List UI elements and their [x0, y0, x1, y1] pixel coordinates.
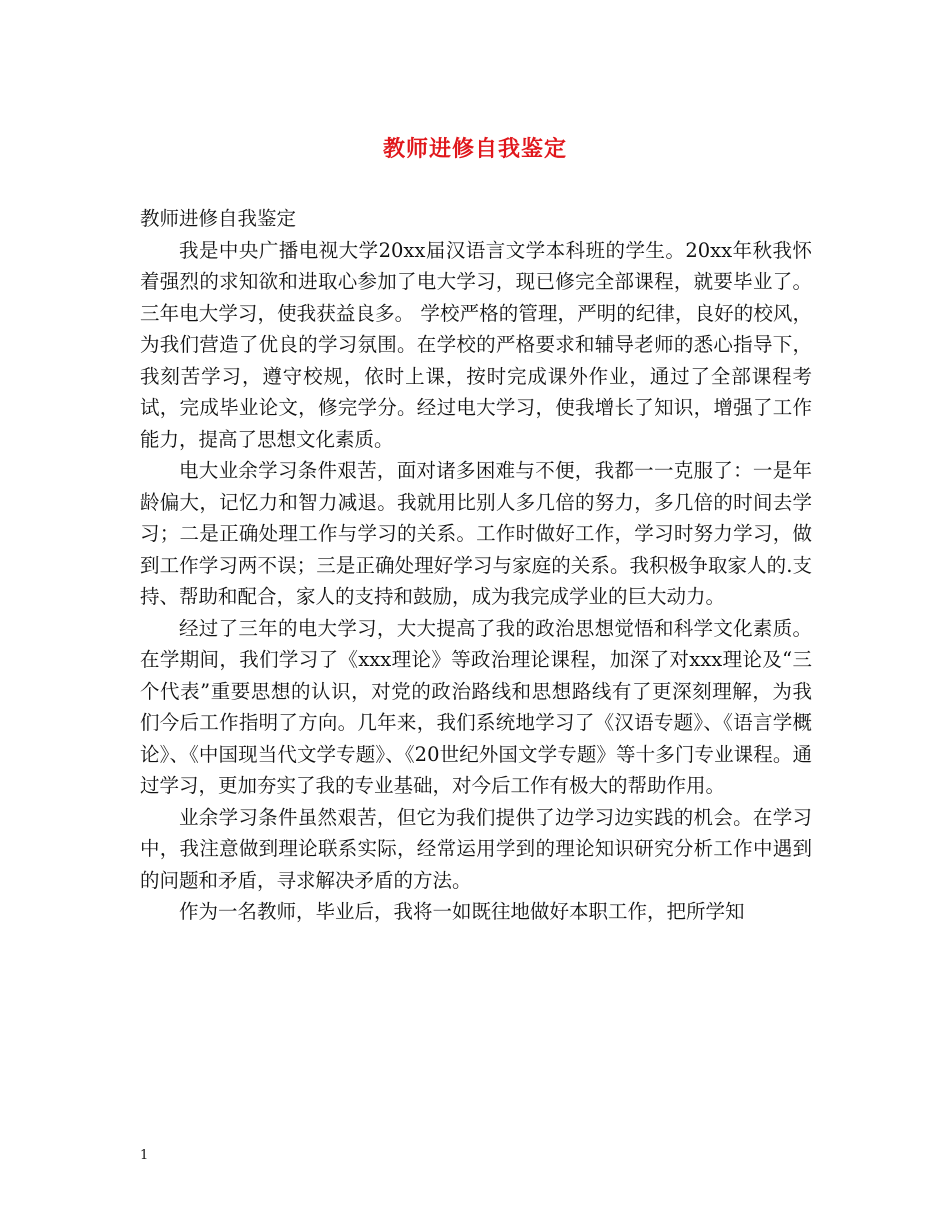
document-body — [140, 203, 812, 928]
document-subtitle: 教师进修自我鉴定 — [140, 207, 297, 230]
paragraph: 我是中央广播电视大学20xx届汉语言文学本科班的学生。20xx年秋我怀着强烈的求知欲和进取心参加了电大学习，现已修完全部课程，就要毕业了。三年电大学习，使我获益良多。 学校严格的管理，严明的纪律，良好的校风，为我们营造了优良的学习氛围。在学校的严格要求和辅导老师的悉心指导下，我刻苦学习，遵守校规，依时上课，按时完成课外作业，通过了全部课程考试，完成毕业论文，修完学分。经过电大学习，使我增长了知识，增强了工作能力，提高了思想文化素质。 — [140, 238, 812, 451]
page-number: 1 — [140, 1148, 149, 1163]
paragraph: 作为一名教师，毕业后，我将一如既往地做好本职工作，把所学知 — [179, 900, 745, 923]
paragraph: 电大业余学习条件艰苦，面对诸多困难与不便，我都一一克服了：一是年龄偏大，记忆力和智力减退。我就用比别人多几倍的努力，多几倍的时间去学习；二是正确处理工作与学习的关系。工作时做好工作，学习时努力学习，做到工作学习两不误；三是正确处理好学习与家庭的关系。我积极争取家人的.支持、帮助和配合，家人的支持和鼓励，成为我完成学业的巨大动力。 — [140, 459, 812, 608]
paragraph: 业余学习条件虽然艰苦，但它为我们提供了边学习边实践的机会。在学习中，我注意做到理论联系实际，经常运用学到的理论知识研究分析工作中遇到的问题和矛盾，寻求解决矛盾的方法。 — [140, 805, 812, 892]
paragraph: 经过了三年的电大学习，大大提高了我的政治思想觉悟和科学文化素质。在学期间，我们学习了《xxx理论》等政治理论课程，加深了对xxx理论及“三个代表”重要思想的认识，对党的政治路线和思想路线有了更深刻理解，为我们今后工作指明了方向。几年来，我们系统地学习了《汉语专题》、《语言学概论》、《中国现当代文学专题》、《20世纪外国文学专题》等十多门专业课程。通过学习，更加夯实了我的专业基础，对今后工作有极大的帮助作用。 — [140, 616, 812, 797]
document-title: 教师进修自我鉴定 — [382, 136, 567, 162]
